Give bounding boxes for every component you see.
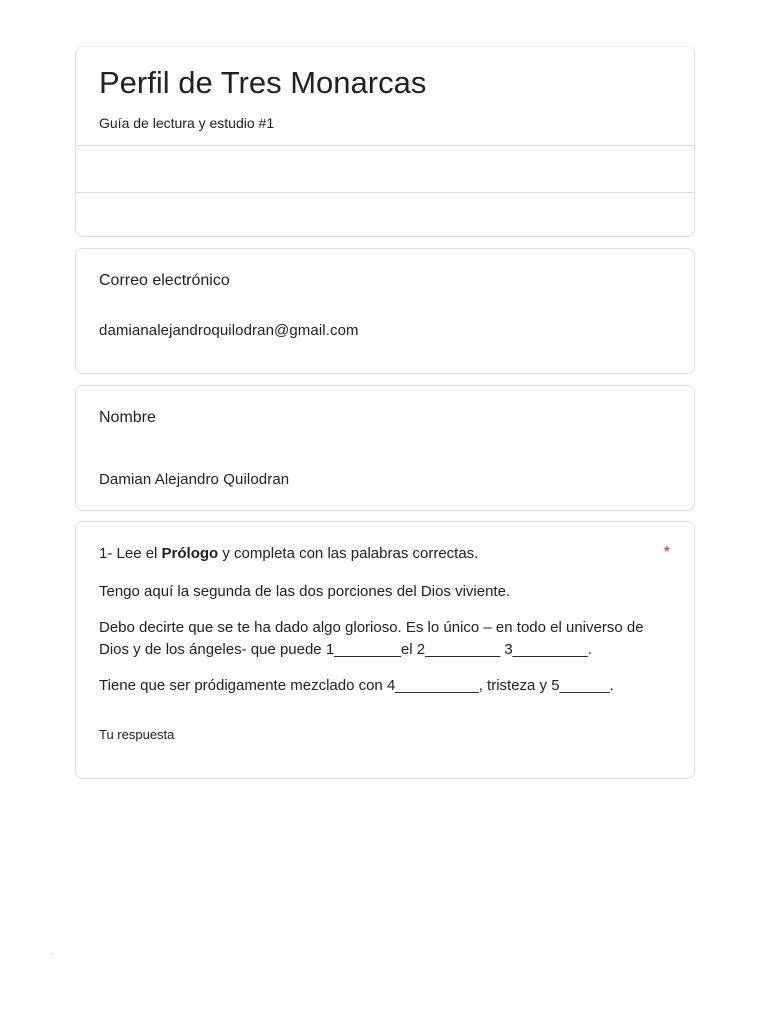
question-1-paragraph: Tiene que ser pródigamente mezclado con 4__________, tristeza y 5______.	[99, 677, 614, 694]
form-description: Guía de lectura y estudio #1	[99, 115, 275, 131]
question-1-title-prefix: 1- Lee el	[99, 545, 162, 562]
answer-label: Tu respuesta	[99, 727, 175, 742]
name-label: Nombre	[99, 409, 156, 426]
form-title: Perfil de Tres Monarcas	[99, 65, 427, 100]
header-divider	[76, 145, 694, 146]
name-question-card	[75, 385, 695, 511]
question-1-paragraph: Tengo aquí la segunda de las dos porciones del Dios viviente.	[99, 583, 511, 600]
header-divider	[76, 192, 694, 193]
question-1-title	[99, 545, 478, 562]
name-value: Damian Alejandro Quilodran	[99, 471, 290, 488]
required-mark: *	[663, 544, 670, 561]
email-question-card	[75, 248, 695, 374]
decorative-dot	[51, 953, 53, 954]
question-1-title-bold: Prólogo	[161, 545, 219, 562]
question-1-paragraph: Debo decirte que se te ha dado algo glorioso. Es lo único – en todo el universo de Dios y de los ángeles- que puede 1________el 2_________ 3_________.	[99, 619, 644, 658]
question-1-card	[75, 521, 695, 779]
question-1-title-suffix: y completa con las palabras correctas.	[218, 545, 479, 562]
email-value: damianalejandroquilodran@gmail.com	[99, 322, 359, 339]
email-label: Correo electrónico	[99, 272, 230, 289]
form-header-card	[75, 46, 695, 237]
